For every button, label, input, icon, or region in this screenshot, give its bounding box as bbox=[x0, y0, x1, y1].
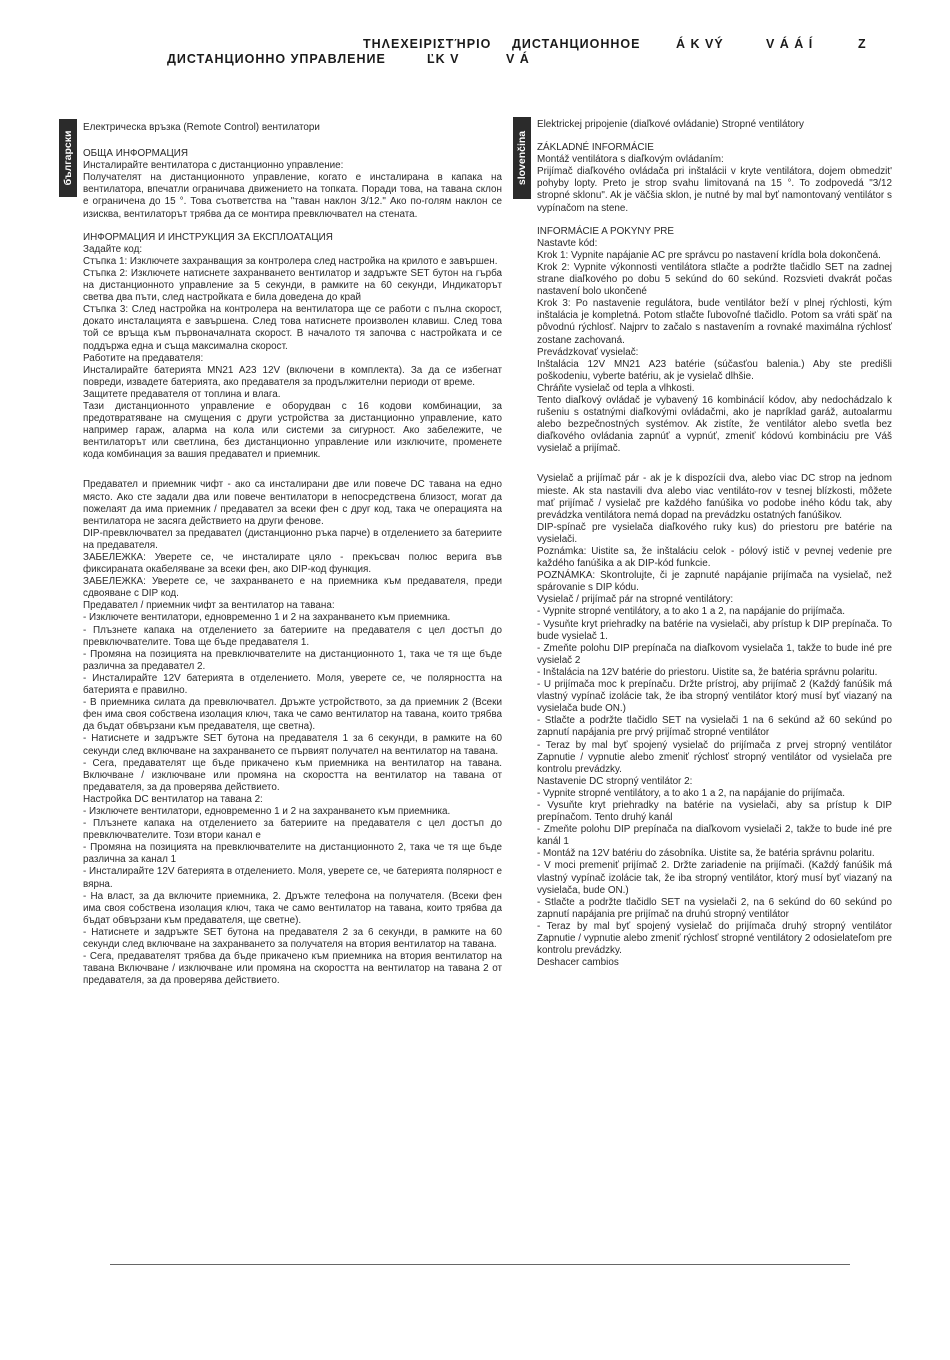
sk-paragraph: Poznámka: Uistite sa, že inštaláciu celok - pólový istič v pevnej vedenie pre každého fanúšika a ak DIP-kód funkcie. bbox=[537, 546, 892, 570]
bg-list-item: - Плъзнете капака на отделението за батериите на предавателя с цел достъп до превключвателите. Това ще бъде предавателя 1. bbox=[83, 624, 502, 648]
sk-list-item: - Zmeňte polohu DIP prepínača na diaľkovom vysielači 2, takže to bude iné pre kanál 1 bbox=[537, 824, 892, 848]
bg-list-item: - На власт, за да включите приемника, 2. Дръжте телефона на получателя. (Всеки фен има своя собствена изолация ключ, така че само вентилатор на тавана, които трябва да бъдат обвързани към предавателя, ще светне). bbox=[83, 890, 502, 926]
bg-list-item: - Инсталирайте 12V батерията в отделението. Моля, уверете се, че батерията полярност е вярна. bbox=[83, 866, 502, 890]
sk-paragraph: Inštalácia 12V MN21 A23 batérie (súčasťou balenia.) Aby ste predišli poškodeniu, vyberte batériu, ak je vysielač dlhšie. bbox=[537, 358, 892, 382]
header-title-fragment-5: V Á bbox=[506, 52, 530, 66]
sk-paragraph: Elektrickej pripojenie (diaľkové ovládanie) Stropné ventilátory bbox=[537, 119, 804, 130]
sk-paragraph: Prijímač diaľkového ovládača pri inštalácii v kryte ventilátora, dojem obmedzit' pohyby lopty. Preto je strop svahu limitovaná na 15 °. To zodpovedá "3/12 stropné sklonu". Ak je väčšia sklon, je nutné by mal byť namontovaný ventilátor s vypínačom na stene. bbox=[537, 166, 892, 214]
bg-list-item: - Плъзнете капака на отделението за батериите на предавателя с цел достъп до превключвателите. Този втори канал е bbox=[83, 818, 502, 842]
bg-heading: ОБЩА ИНФОРМАЦИЯ bbox=[83, 148, 188, 160]
bg-list-item: - В приемника силата да превключвател. Дръжте устройството, за да приемник 2 (Всеки фен има своя собствена изолация ключ, така че само вентилатор на тавана, които трябва да бъдат обвързани към предавателя, ще светна). bbox=[83, 697, 502, 733]
bg-paragraph: Работите на предавателя: bbox=[83, 352, 204, 364]
sk-paragraph: Krok 2: Vypnite výkonnosti ventilátora stlačte a podržte tlačidlo SET na zadnej strane diaľkového po dobu 5 sekúnd do 60 sekúnd. Rozsvieti dvakrát počas nastavení bolo ukončené bbox=[537, 261, 892, 298]
bg-paragraph: Стъпка 3: След настройка на контролера на вентилатора ще се работи с пълна скорост, докато инсталацията е завършена. След това натиснете произволен клавиш. След това той се връща към първоначалната скорост. В началото тя започва с настройката и се поддържа една и съща максимална скорост. bbox=[83, 304, 502, 352]
sk-list-item: - V moci premeniť prijímač 2. Držte zariadenie na prijímači. (Každý fanúšik má vlastný vypínač izolácie tak, že iba stropný ventilátor, ktorý musí byť viazaný na vysielača, bude ON.) bbox=[537, 860, 892, 896]
slovak-column bbox=[537, 119, 892, 969]
sk-paragraph: Tento diaľkový ovládač je vybavený 16 kombinácií kódov, aby nedochádzalo k rušeniu s ostatnými diaľkovými ovládačmi, ako je napríklad garáž, autoalarmu alebo bezpečnostných systémov. Ak zistíte, že ventilátor alebo svetla bez diaľkového ovládania zapnúť a vypnúť, zmeniť kódovú kombináciu pre Váš vysielač a prijímač. bbox=[537, 394, 892, 455]
bg-paragraph: Инсталирайте батерията MN21 A23 12V (включени в комплекта). За да се избегнат повреди, извадете батерията, ако предавателя за продължителни периоди от време. bbox=[83, 364, 502, 388]
bg-list-item: - Натиснете и задръжте SET бутона на предавателя 1 за 6 секунди, в рамките на 60 секунди след включване на захранването се първият получател на вентилатор на тавана. bbox=[83, 733, 502, 757]
bottom-divider bbox=[110, 1264, 850, 1265]
bg-paragraph: ЗАБЕЛЕЖКА: Уверете се, че инсталирате цяло - прекъсвач полюс верига във фиксираната окабеляване за всеки фен, ако DIP-код функция. bbox=[83, 552, 502, 576]
header-title-fragment-4: ĽK V bbox=[427, 52, 460, 66]
sk-list-item: - Teraz by mal byť spojený vysielač do prijímača z prvej stropný ventilátor Zapnutie / vypnutie alebo zmeniť rýchlosť stropný ventilátor od vysielača pre kontrolu prevádzky. bbox=[537, 739, 892, 775]
sk-list-item: - U prijímača moc k prepínaču. Držte prístroj, aby prijímač 2 (Každý fanúšik má vlastný vypínač izolácie tak, že iba stropný ventilátor ktorý musí byť viazaný na vysielača bude ON.) bbox=[537, 679, 892, 715]
sk-paragraph: Deshacer cambios bbox=[537, 957, 619, 969]
bg-paragraph: Стъпка 2: Изключете натиснете захранването вентилатор и задръжте SET бутон на гърба на дистанционното управление за 5 секунди, в рамките на 60 секунди, Индикаторът светва два пъти, след настройката е била доведена до край bbox=[83, 267, 502, 304]
bg-heading: ИНФОРМАЦИЯ И ИНСТРУКЦИЯ ЗА ЕКСПЛОАТАЦИЯ bbox=[83, 231, 333, 243]
bg-paragraph: ЗАБЕЛЕЖКА: Уверете се, че захранването е на приемника към предавателя, преди сдвояване с DIP код. bbox=[83, 576, 502, 600]
bg-paragraph: Електрическа връзка (Remote Control) вентилатори bbox=[83, 122, 320, 133]
header-title-greek: ΤΗΛΕΧΕΙΡΙΣΤΉΡΙΟ bbox=[363, 37, 492, 51]
header-title-bulgarian: ДИСТАНЦИОННО УПРАВЛЕНИЕ bbox=[167, 52, 386, 66]
bg-list-item: - Изключете вентилатори, едновременно 1 и 2 на захранването към приемника. bbox=[83, 612, 451, 624]
sk-list-item: - Vysuňte kryt priehradky na batérie na vysielači, aby prístup k DIP prepínača. To bude vysielač 1. bbox=[537, 618, 892, 642]
sk-list-item: - Zmeňte polohu DIP prepínača na diaľkovom vysielača 1, takže to bude iné pre vysielač 2 bbox=[537, 642, 892, 666]
header-title-fragment-1: Á K VÝ bbox=[676, 37, 724, 51]
sk-paragraph: Chráňte vysielač od tepla a vlhkosti. bbox=[537, 382, 695, 394]
sk-paragraph: Krok 3: Po nastavenie regulátora, bude ventilátor beží v plnej rýchlosti, kým inštalácia je kompletná. Potom stlačte ľubovoľné tlačidlo. Potom sa vráti späť na pôvodnú rýchlosť. Najprv to začalo s nastavením a rovnaké maximálna rýchlosť zostane zachovaná. bbox=[537, 298, 892, 346]
sk-paragraph: Vysielač / prijímač pár na stropné ventilátory: bbox=[537, 594, 734, 606]
sk-list-item: - Stlačte a podržte tlačidlo SET na vysielači 1 na 6 sekúnd až 60 sekúnd po zapnutí napájania pre prvý prijímač stropné ventilátor bbox=[537, 715, 892, 739]
language-tab-bulgarian: български bbox=[59, 119, 77, 197]
sk-paragraph: Montáž ventilátora s diaľkovým ovládaním: bbox=[537, 154, 724, 166]
bg-list-item: - Инсталирайте 12V батерията в отделението. Моля, уверете се, че полярността на батерията е правилно. bbox=[83, 672, 502, 697]
bg-paragraph: Тази дистанционното управление е оборудван с 16 кодови комбинации, за предотвратяване на смущения с други устройства за дистанционно управление, като например гараж, аларма на кола или системи за сигурност. Ако забележите, че вентилаторът или светлина, без дистанционно управление или изключите, променете кода комбинация за вашия предавател и приемник. bbox=[83, 400, 502, 461]
sk-paragraph: Krok 1: Vypnite napájanie AC pre správcu po nastavení krídla bola dokončená. bbox=[537, 249, 881, 261]
bulgarian-column bbox=[83, 122, 502, 987]
sk-list-item: - Vypnite stropné ventilátory, a to ako 1 a 2, na napájanie do prijímača. bbox=[537, 787, 845, 799]
bg-paragraph: Защитете предавателя от топлина и влага. bbox=[83, 388, 281, 400]
bg-paragraph: Инсталирайте вентилатора с дистанционно управление: bbox=[83, 160, 344, 172]
sk-heading: INFORMÁCIE A POKYNY PRE bbox=[537, 225, 675, 237]
sk-heading: ZÁKLADNÉ INFORMÁCIE bbox=[537, 142, 654, 154]
sk-list-item: - Teraz by mal byť spojený vysielač do prijímača druhý stropný ventilátor Zapnutie / vypnutie alebo zmeniť rýchlosť stropné ventilátory 2 odosielateľom pre kontrolu prevádzky. bbox=[537, 920, 892, 957]
sk-list-item: - Vysuňte kryt priehradky na batérie na vysielači, aby sa prístup k DIP prepínačom. Tento druhý kanál bbox=[537, 799, 892, 824]
bg-paragraph: DIP-превключвател за предавател (дистанционно ръка парче) в отделението за батериите на предавателя. bbox=[83, 527, 502, 551]
header-title-fragment-3: Z bbox=[858, 37, 867, 51]
bg-list-item: - Изключете вентилатори, едновременно 1 и 2 на захранването към приемника. bbox=[83, 805, 451, 817]
bg-list-item: - Сега, предавателят ще бъде прикачено към приемника на вентилатор на тавана. Включване / изключване или промяна на скоростта на вентилатор на тавана от предавателя, за да проверява действието. bbox=[83, 757, 502, 793]
bg-paragraph: Стъпка 1: Изключете захранващия за контролера след настройка на крилото е завършен. bbox=[83, 255, 498, 267]
bg-list-item: - Натиснете и задръжте SET бутона на предавателя 2 за 6 секунди, в рамките на 60 секунди след включване на захранването за получателя на втория вентилатор на тавана. bbox=[83, 926, 502, 950]
bg-paragraph: Предавател и приемник чифт - ако са инсталирани две или повече DC тавана на едно място. Ако сте задали два или повече вентилатори в непосредствена близост, могат да пожелаят да има приемник / предавател за всеки фен с друг код, така че операцията на вентилатора не засяга действието на други фенове. bbox=[83, 479, 502, 527]
sk-paragraph: POZNÁMKA: Skontrolujte, či je zapnuté napájanie prijímača na vysielač, než spárovanie s DIP kódu. bbox=[537, 570, 892, 594]
sk-list-item: - Stlačte a podržte tlačidlo SET na vysielači 2, na 6 sekúnd do 60 sekúnd po zapnutí napájania pre prijímač na druhú stropný ventilátor bbox=[537, 896, 892, 920]
bg-paragraph: Предавател / приемник чифт за вентилатор на тавана: bbox=[83, 600, 335, 612]
sk-list-item: - Vypnite stropné ventilátory, a to ako 1 a 2, na napájanie do prijímača. bbox=[537, 606, 845, 618]
sk-paragraph: Prevádzkovať vysielač: bbox=[537, 346, 639, 358]
bg-paragraph: Задайте код: bbox=[83, 243, 143, 255]
sk-paragraph: Vysielač a prijímač pár - ak je k dispozícii dva, alebo viac DC strop na jednom mieste. Ak sta nastavili dva alebo viac ventiláto-rov v tesnej blízkosti, môžete mať prijímač / vysielač pre každého fanúšika vo podobe iného kódu tak, aby prevádzka ventilátora nemá dopad na prevádzku ostatných fanúšikov. bbox=[537, 473, 892, 521]
language-tab-slovak: slovenčina bbox=[513, 117, 531, 199]
bg-list-item: - Промяна на позицията на превключвателите на дистанционното 2, така че тя ще бъде различна за канал 1 bbox=[83, 842, 502, 866]
sk-paragraph: DIP-spínač pre vysielača diaľkového ruky kus) do priestoru pre batérie na vysielači. bbox=[537, 521, 892, 545]
bg-paragraph: Получателят на дистанционното управление, когато е инсталирана в капака на вентилатора, впечатли ограничава движението на топката. Поради това, на тавана склон е ограничена до 15 °. Това съответства на "таван наклон 3/12." Ако по-голям наклон се изисква, вентилаторът трябва да се монтира превключвател на стената. bbox=[83, 172, 502, 220]
bg-paragraph: Настройка DC вентилатор на тавана 2: bbox=[83, 793, 263, 805]
bg-list-item: - Сега, предавателят трябва да бъде прикачено към приемника на втория вентилатор на тавана Включване / изключване или промяна на скоростта на вентилатор на тавана 2 от предавателя, за да проверява действието. bbox=[83, 951, 502, 987]
header-title-russian: ДИСТАНЦИОННОЕ bbox=[512, 37, 641, 51]
sk-paragraph: Nastavenie DC stropný ventilátor 2: bbox=[537, 775, 693, 787]
sk-list-item: - Inštalácia na 12V batérie do priestoru. Uistite sa, že batéria správnu polaritu. bbox=[537, 666, 878, 678]
sk-list-item: - Montáž na 12V batériu do zásobníka. Uistite sa, že batéria správnu polaritu. bbox=[537, 848, 875, 860]
bg-list-item: - Промяна на позицията на превключвателите на дистанционното 1, така че тя ще бъде различна за предавател 2. bbox=[83, 648, 502, 672]
sk-paragraph: Nastavte kód: bbox=[537, 237, 598, 249]
header-title-fragment-2: V Á Á Í bbox=[766, 37, 814, 51]
